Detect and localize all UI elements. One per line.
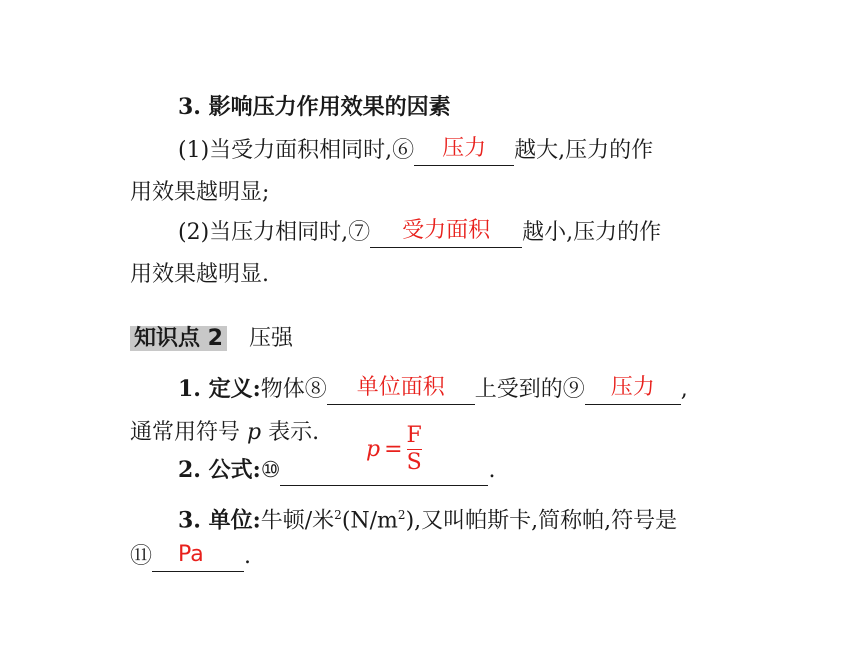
blank-6[interactable]: [414, 136, 514, 166]
definition-middle: 上受到的⑨: [474, 377, 585, 402]
unit-prefix-2: ⑪: [130, 544, 153, 569]
section-3-item-2-cont: 用效果越明显.: [130, 262, 269, 287]
definition-line: [178, 374, 688, 405]
formula-end: .: [488, 458, 496, 483]
answer-6: 压力: [442, 136, 487, 161]
formula-lhs: p: [366, 437, 381, 462]
fraction-denominator: S: [406, 450, 422, 475]
item-2-suffix: 越小,压力的作: [522, 220, 662, 245]
answer-8: 单位面积: [356, 375, 445, 400]
section-3-item-1-cont: 用效果越明显;: [130, 180, 270, 205]
unit-cont: [130, 542, 251, 572]
definition-label: 1. 定义:: [178, 376, 261, 402]
unit-label: 3. 单位:: [178, 507, 261, 534]
knowledge-point-header: [130, 324, 293, 354]
item-1-prefix: (1)当受力面积相同时,⑥: [178, 138, 415, 163]
item-1-suffix: 越大,压力的作: [514, 138, 654, 163]
formula-line: [178, 455, 495, 486]
blank-7[interactable]: [370, 218, 522, 248]
unit-sup-1: 2: [334, 508, 342, 522]
pressure-symbol: p: [247, 420, 262, 445]
unit-text-c: ),又叫帕斯卡,简称帕,符号是: [405, 508, 678, 534]
item-2-prefix: (2)当压力相同时,⑦: [178, 220, 371, 245]
definition-cont: [130, 418, 319, 448]
blank-11[interactable]: [152, 542, 244, 572]
section-3-item-2: [178, 218, 661, 248]
section-3-item-1: [178, 136, 653, 166]
definition-cont-prefix: 通常用符号: [130, 420, 247, 445]
formula-prefix: ⑩: [260, 458, 281, 483]
fraction-numerator: F: [406, 423, 422, 448]
unit-text-a: 牛顿/米: [260, 508, 335, 534]
definition-cont-suffix: 表示.: [261, 420, 320, 445]
fraction: [407, 424, 422, 475]
knowledge-point-tag: 知识点 2: [130, 326, 227, 351]
definition-prefix: 物体⑧: [260, 377, 327, 402]
answer-11: Pa: [178, 542, 204, 567]
answer-9: 压力: [610, 375, 655, 400]
formula-equals: =: [384, 437, 403, 462]
blank-9[interactable]: [585, 375, 681, 405]
blank-8[interactable]: [327, 375, 475, 405]
unit-line: [178, 500, 677, 536]
knowledge-point-title: 压强: [248, 326, 293, 351]
formula-label: 2. 公式:: [178, 457, 261, 483]
unit-text-b: (N/m: [341, 508, 398, 534]
answer-7: 受力面积: [402, 218, 491, 243]
formula-answer: [366, 424, 422, 475]
unit-end: .: [244, 544, 252, 569]
unit-sup-2: 2: [397, 508, 406, 522]
section-3-title: 3. 影响压力作用效果的因素: [178, 94, 451, 120]
definition-end: ,: [680, 377, 688, 402]
